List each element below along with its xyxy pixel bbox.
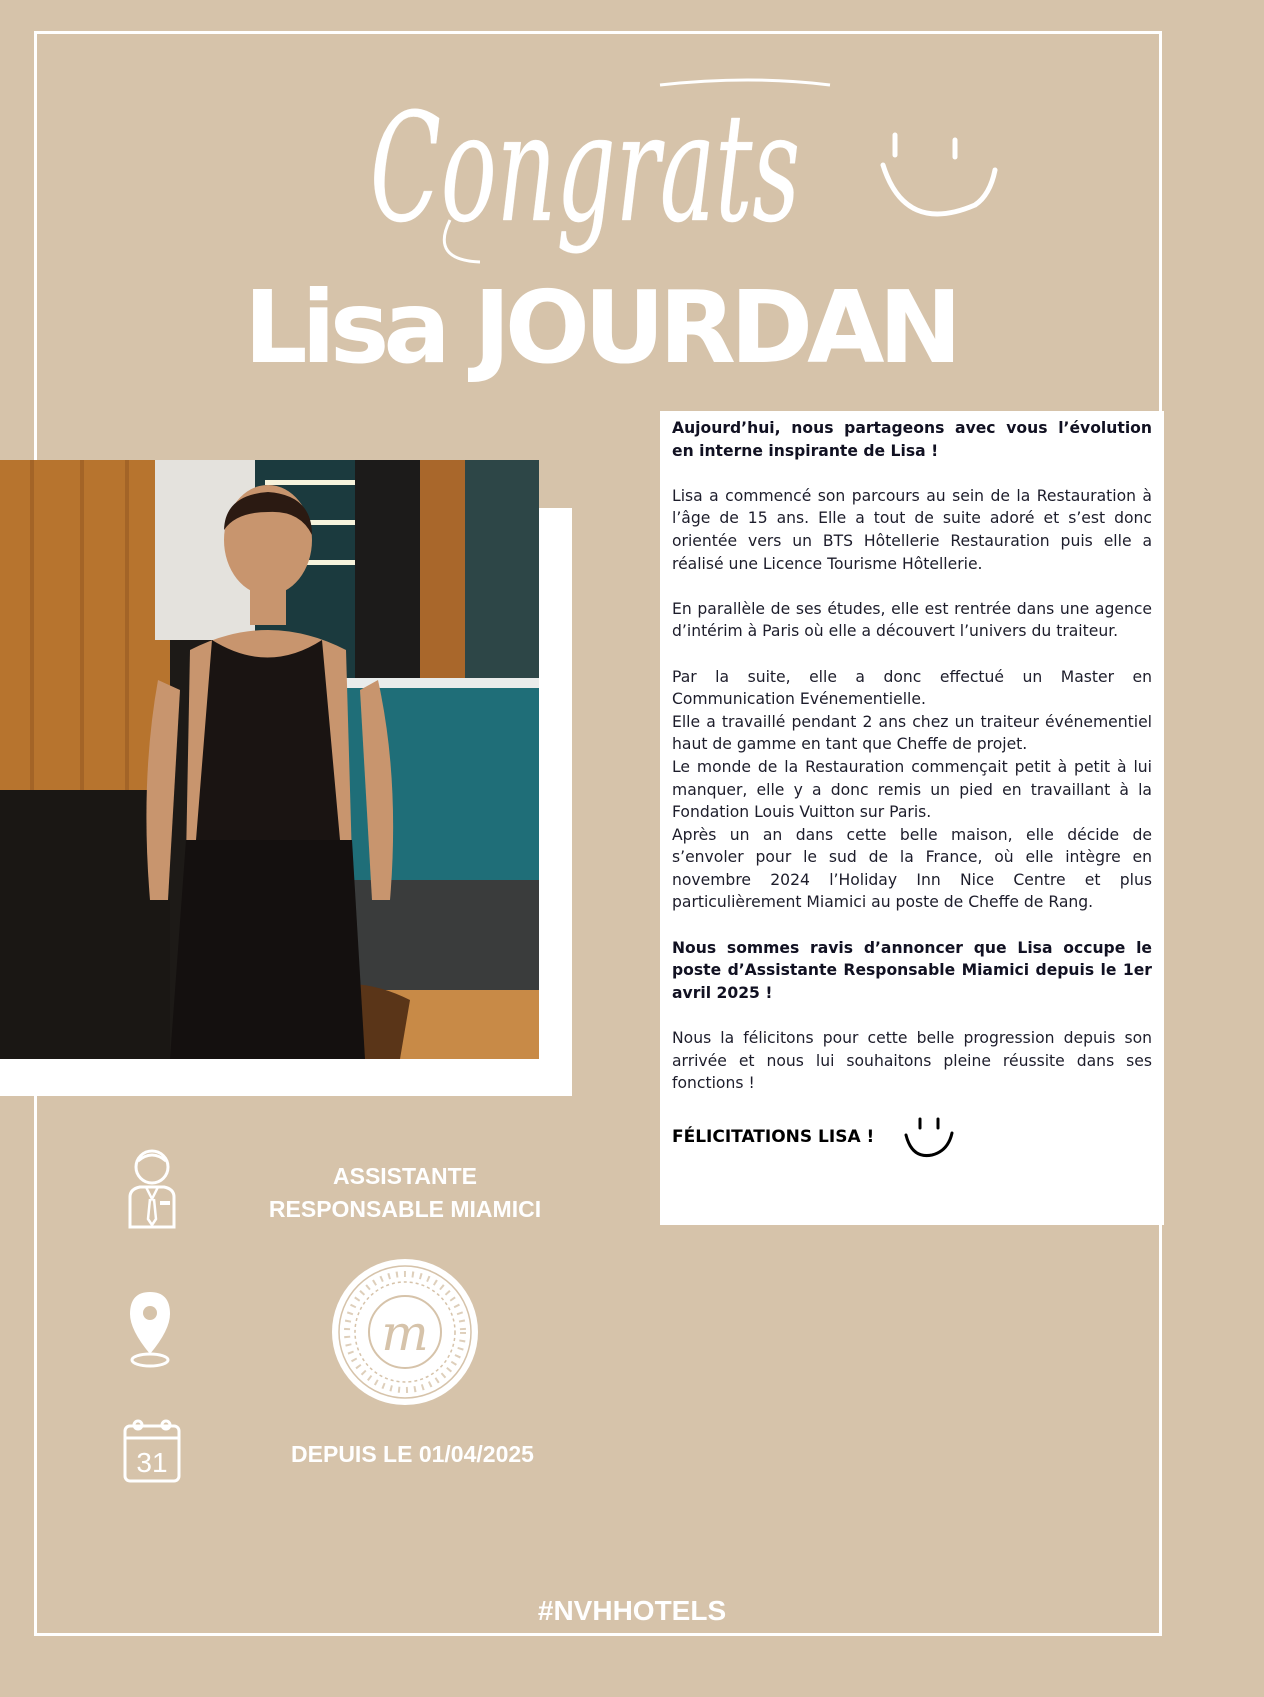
calendar-icon <box>122 1418 182 1484</box>
employee-photo <box>0 460 539 1059</box>
article-paragraph: Par la suite, elle a donc effectué un Master en Communication Evénementielle. <box>672 667 1152 709</box>
since-date-label: DEPUIS LE 01/04/2025 <box>291 1441 534 1467</box>
signoff-row <box>672 1115 1152 1159</box>
article-paragraph: Lisa a commencé son parcours au sein de la Restauration à l’âge de 15 ans. Elle a tout de suite adoré et s’est donc orientée vers un BTS Hôtellerie Restauration puis elle a réalisé une Licence Tourisme Hôtellerie. <box>672 486 1152 573</box>
role-line-1: ASSISTANTE <box>333 1163 477 1189</box>
svg-text:Congrats: Congrats <box>370 82 800 256</box>
article-announcement: Nous sommes ravis d’annoncer que Lisa occupe le poste d’Assistante Responsable Miamici depuis le 1er avril 2025 ! <box>672 938 1152 1002</box>
role-label <box>240 1160 570 1226</box>
signoff-text: FÉLICITATIONS LISA ! <box>672 1127 875 1148</box>
congrats-script-title <box>360 30 840 270</box>
location-pin-icon <box>128 1290 172 1368</box>
article-paragraph: Elle a travaillé pendant 2 ans chez un traiteur événementiel haut de gamme en tant que Cheffe de projet. <box>672 712 1152 754</box>
svg-text:31: 31 <box>136 1447 168 1478</box>
smiley-icon <box>875 125 1005 235</box>
article-paragraph: En parallèle de ses études, elle est rentrée dans une agence d’intérim à Paris où elle a découvert l’univers du traiteur. <box>672 599 1152 641</box>
employee-icon <box>126 1147 178 1229</box>
article-paragraph: Le monde de la Restauration commençait petit à petit à lui manquer, elle y a donc remis un pied en travaillant à la Fondation Louis Vuitton sur Paris. <box>672 757 1152 822</box>
article-intro: Aujourd’hui, nous partageons avec vous l’évolution en interne inspirante de Lisa ! <box>672 419 1152 460</box>
hashtag-footer: #NVHHOTELS <box>537 1595 727 1626</box>
role-line-2: RESPONSABLE MIAMICI <box>268 1196 542 1222</box>
article-paragraph: Nous la félicitons pour cette belle progression depuis son arrivée et nous lui souhaitons pleine réussite dans ses fonctions ! <box>672 1029 1152 1093</box>
miamici-logo-seal <box>330 1257 480 1407</box>
svg-text:m: m <box>381 1304 429 1362</box>
article-paragraph: Après un an dans cette belle maison, elle décide de s’envoler pour le sud de la France, où elle intègre en novembre 2024 l’Holiday Inn Nice Centre et plus particulièrement Miamici au poste de Cheffe de Rang. <box>672 825 1152 912</box>
article-text-box <box>660 411 1164 1225</box>
employee-name: Lisa JOURDAN <box>243 269 957 386</box>
small-smiley-icon <box>902 1115 958 1159</box>
